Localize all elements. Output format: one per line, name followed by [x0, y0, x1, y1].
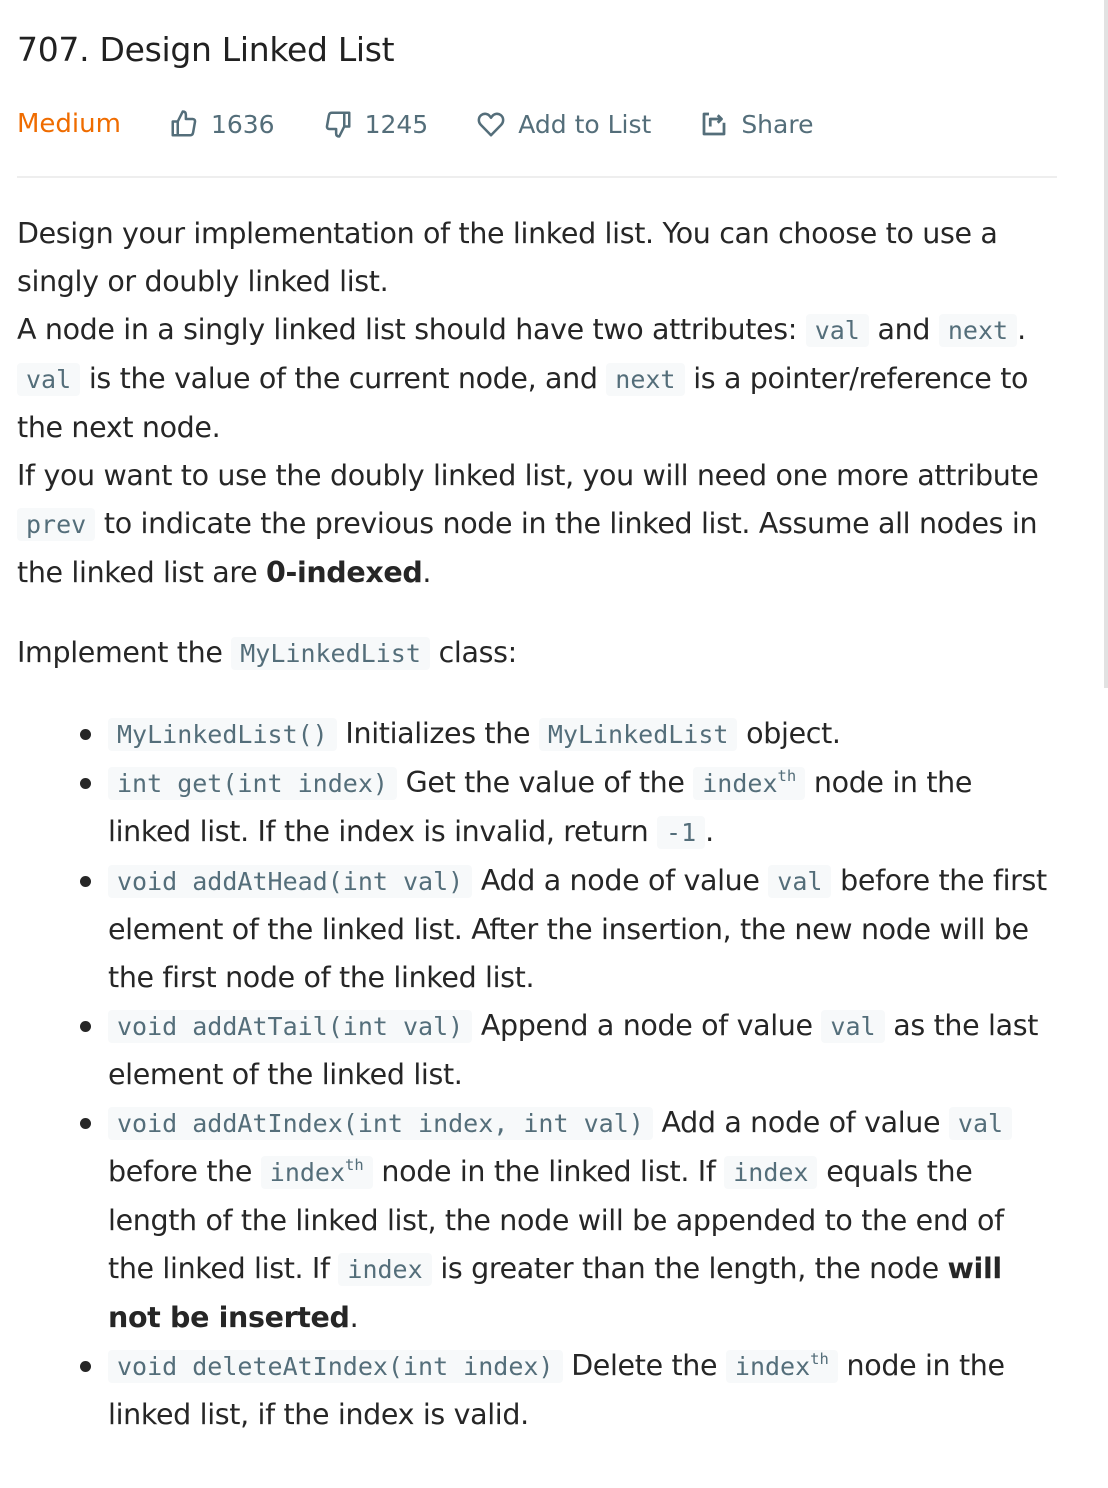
inline-code [261, 1156, 373, 1189]
text: If you want to use the doubly linked list, you will need one more attribute [17, 459, 1039, 492]
text: . [349, 1301, 359, 1334]
method-signature: void addAtIndex(int index, int val) [108, 1107, 653, 1140]
text: Add a node of value [652, 1106, 949, 1139]
inline-code: index [724, 1156, 817, 1189]
text: . [705, 815, 714, 848]
thumbs-down-icon [323, 109, 353, 139]
text: node in the linked list. If [372, 1155, 725, 1188]
share-icon [699, 109, 729, 139]
method-list [17, 710, 1057, 1439]
text: Implement the [17, 636, 232, 669]
method-item [17, 857, 1057, 1002]
inline-code: next [606, 363, 684, 396]
method-signature: void addAtTail(int val) [108, 1010, 472, 1043]
text: Delete the [562, 1349, 726, 1382]
text: . [422, 556, 432, 589]
inline-code: val [821, 1010, 884, 1043]
heart-icon [476, 109, 506, 139]
inline-code: val [806, 314, 869, 347]
problem-title: 707. Design Linked List [17, 30, 395, 69]
code-text: index [269, 1158, 346, 1187]
share-label: Share [741, 109, 814, 139]
text: Initializes the [336, 717, 539, 750]
like-button[interactable] [169, 109, 275, 139]
description-paragraph [17, 452, 1057, 597]
thumbs-up-icon [169, 109, 199, 139]
text: before the [108, 1155, 261, 1188]
superscript: th [777, 767, 797, 786]
inline-code [693, 767, 805, 800]
text: before the first element of the linked list. After the insertion, the new node will be the first node of the linked list. [108, 864, 1047, 994]
method-item [17, 759, 1057, 857]
text: is a pointer/reference to the next node. [17, 362, 1029, 444]
like-count: 1636 [210, 109, 275, 139]
inline-code: index [338, 1253, 431, 1286]
text: Add a node of value [472, 864, 769, 897]
text: equals the length of the linked list, the node will be appended to the end of the linked list. If [108, 1155, 1004, 1285]
text: node in the linked list, if the index is valid. [108, 1349, 1005, 1431]
text: A node in a singly linked list should have two attributes: [17, 313, 806, 346]
text: to indicate the previous node in the linked list. Assume all nodes in the linked list are [17, 507, 1038, 589]
add-to-list-button[interactable] [476, 109, 651, 139]
add-to-list-label: Add to List [518, 109, 652, 139]
method-item [17, 1342, 1057, 1439]
method-item [17, 1099, 1057, 1342]
method-item [17, 1002, 1057, 1099]
code-text: index [702, 769, 778, 798]
inline-code: next [939, 314, 1017, 347]
text: is the value of the current node, and [80, 362, 607, 395]
inline-code: -1 [657, 816, 705, 849]
superscript: th [345, 1156, 364, 1175]
inline-code: val [768, 865, 831, 898]
bold-text: 0-indexed [265, 556, 423, 589]
header-divider [17, 176, 1057, 178]
superscript: th [810, 1350, 829, 1369]
text: and [868, 313, 939, 346]
method-signature: void deleteAtIndex(int index) [108, 1350, 563, 1383]
inline-code: val [949, 1107, 1012, 1140]
method-item [17, 710, 1057, 759]
text: Get the value of the [396, 766, 694, 799]
difficulty-badge: Medium [17, 109, 121, 139]
description-paragraph: Design your implementation of the linked list. You can choose to use a singly or doubly linked list. [17, 217, 998, 298]
code-text: index [734, 1352, 811, 1381]
share-button[interactable] [699, 109, 813, 139]
dislike-button[interactable] [323, 109, 429, 139]
inline-code: MyLinkedList [231, 637, 430, 670]
description-paragraph [17, 306, 1057, 452]
inline-code: prev [17, 508, 95, 541]
text: is greater than the length, the node [431, 1252, 948, 1285]
scrollbar[interactable] [1104, 0, 1108, 688]
description-paragraph [17, 629, 1057, 678]
method-signature: MyLinkedList() [108, 718, 337, 751]
method-signature: int get(int index) [108, 767, 397, 800]
text: as the last element of the linked list. [108, 1009, 1039, 1091]
inline-code [726, 1350, 838, 1383]
dislike-count: 1245 [364, 109, 429, 139]
text: . [1017, 313, 1026, 346]
problem-meta-bar [17, 104, 861, 144]
bold-text: will not be inserted [108, 1252, 1002, 1334]
problem-content [17, 210, 1057, 1439]
method-signature: void addAtHead(int val) [108, 865, 472, 898]
inline-code: MyLinkedList [539, 718, 738, 751]
text: class: [429, 636, 517, 669]
text: node in the linked list. If the index is invalid, return [108, 766, 973, 848]
text: Append a node of value [472, 1009, 822, 1042]
text: object. [737, 717, 841, 750]
inline-code: val [17, 363, 80, 396]
